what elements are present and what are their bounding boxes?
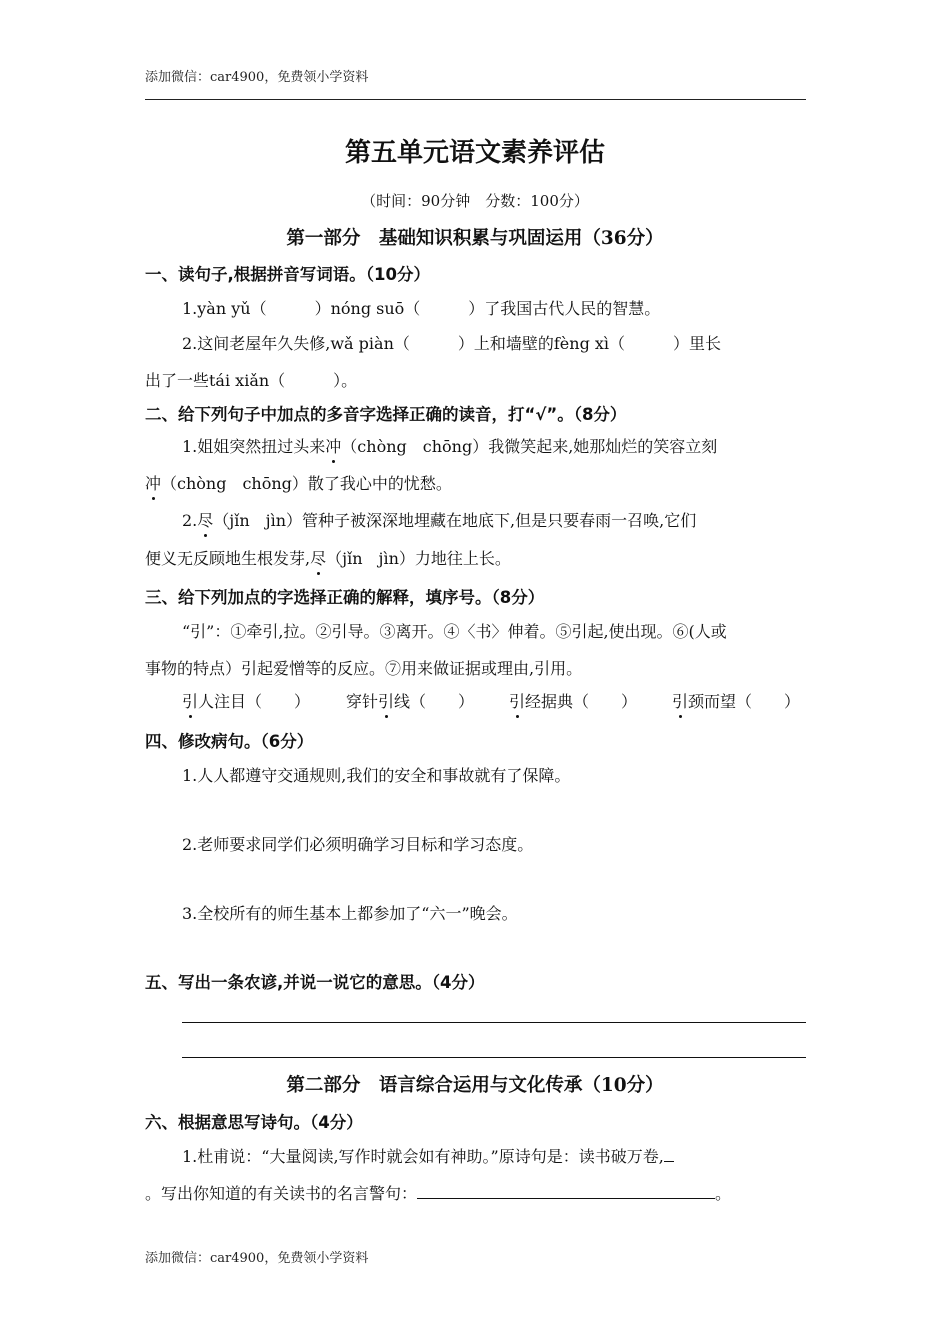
question-4-sentence-1: 1.人人都遵守交通规则,我们的安全和事故就有了保障。 — [182, 766, 571, 785]
header-rule — [145, 99, 806, 100]
question-2-line-4 — [145, 546, 511, 569]
part-two-heading: 第二部分 语言综合运用与文化传承（10分） — [286, 1075, 664, 1096]
text: 1.姐姐突然扭过头来 — [182, 437, 326, 456]
text: 线（ ） — [394, 692, 475, 711]
question-3-word-2 — [346, 689, 474, 712]
answer-line-1[interactable] — [182, 1022, 806, 1023]
text: 。 — [715, 1184, 732, 1203]
question-1-line-3: 出了一些tái xiǎn（ ）。 — [145, 371, 358, 390]
question-2-heading: 二、给下列句子中加点的多音字选择正确的读音，打“√”。（8分） — [145, 405, 627, 424]
answer-blank-1[interactable] — [664, 1147, 674, 1162]
dotted-char: 引 — [378, 689, 394, 712]
text: 2. — [182, 511, 198, 530]
question-1-line-1: 1.yàn yǔ（ ）nóng suō（ ）了我国古代人民的智慧。 — [182, 299, 661, 318]
question-2-line-1 — [182, 434, 717, 457]
question-4-heading: 四、修改病句。（6分） — [145, 732, 314, 751]
question-3-word-1 — [182, 689, 310, 712]
question-6-heading: 六、根据意思写诗句。（4分） — [145, 1113, 363, 1132]
question-6-line-2 — [145, 1181, 731, 1204]
text: （chòng chōng）我微笑起来,她那灿烂的笑容立刻 — [341, 437, 718, 456]
dotted-char: 冲 — [145, 471, 161, 494]
question-3-heading: 三、给下列加点的字选择正确的解释，填序号。（8分） — [145, 588, 545, 607]
text: （jǐn jìn）力地往上长。 — [326, 549, 511, 568]
answer-line-2[interactable] — [182, 1057, 806, 1058]
dotted-char: 引 — [509, 689, 525, 712]
text: 人注目（ ） — [198, 692, 311, 711]
text: 穿针 — [346, 692, 379, 711]
text: （chòng chōng）散了我心中的忧愁。 — [161, 474, 452, 493]
footer-note: 添加微信：car4900，免费领小学资料 — [145, 1251, 369, 1266]
text: 颈而望（ ） — [688, 692, 801, 711]
question-3-word-3 — [509, 689, 637, 712]
question-4-sentence-3: 3.全校所有的师生基本上都参加了“六一”晚会。 — [182, 904, 518, 923]
question-3-line-1: “引”：①牵引,拉。②引导。③离开。④〈书〉伸着。⑤引起,使出现。⑥(人或 — [182, 622, 727, 641]
page-title: 第五单元语文素养评估 — [344, 138, 605, 168]
question-1-line-2: 2.这间老屋年久失修,wǎ piàn（ ）上和墙壁的fèng xì（ ）里长 — [182, 334, 722, 353]
question-2-line-3 — [182, 508, 696, 531]
question-2-line-2 — [145, 471, 452, 494]
text: 经据典（ ） — [525, 692, 638, 711]
text: 便义无反顾地生根发芽, — [145, 549, 311, 568]
dotted-char: 尽 — [310, 546, 326, 569]
dotted-char: 尽 — [197, 508, 213, 531]
question-4-sentence-2: 2.老师要求同学们必须明确学习目标和学习态度。 — [182, 835, 534, 854]
dotted-char: 冲 — [325, 434, 341, 457]
header-note: 添加微信：car4900，免费领小学资料 — [145, 70, 369, 85]
dotted-char: 引 — [672, 689, 688, 712]
answer-blank-2[interactable] — [417, 1184, 715, 1199]
text: 1.杜甫说：“大量阅读,写作时就会如有神助。”原诗句是：读书破万卷, — [182, 1147, 664, 1166]
exam-info: （时间：90分钟 分数：100分） — [361, 192, 589, 210]
question-3-line-2: 事物的特点）引起爱憎等的反应。⑦用来做证据或理由,引用。 — [145, 659, 583, 678]
question-3-word-4 — [672, 689, 800, 712]
text: 。写出你知道的有关读书的名言警句： — [145, 1184, 418, 1203]
question-1-heading: 一、读句子,根据拼音写词语。（10分） — [145, 265, 430, 284]
text: （jǐn jìn）管种子被深深地埋藏在地底下,但是只要春雨一召唤,它们 — [213, 511, 697, 530]
dotted-char: 引 — [182, 689, 198, 712]
question-5-heading: 五、写出一条农谚,并说一说它的意思。（4分） — [145, 973, 485, 992]
question-6-line-1 — [182, 1144, 674, 1167]
part-one-heading: 第一部分 基础知识积累与巩固运用（36分） — [286, 228, 664, 249]
